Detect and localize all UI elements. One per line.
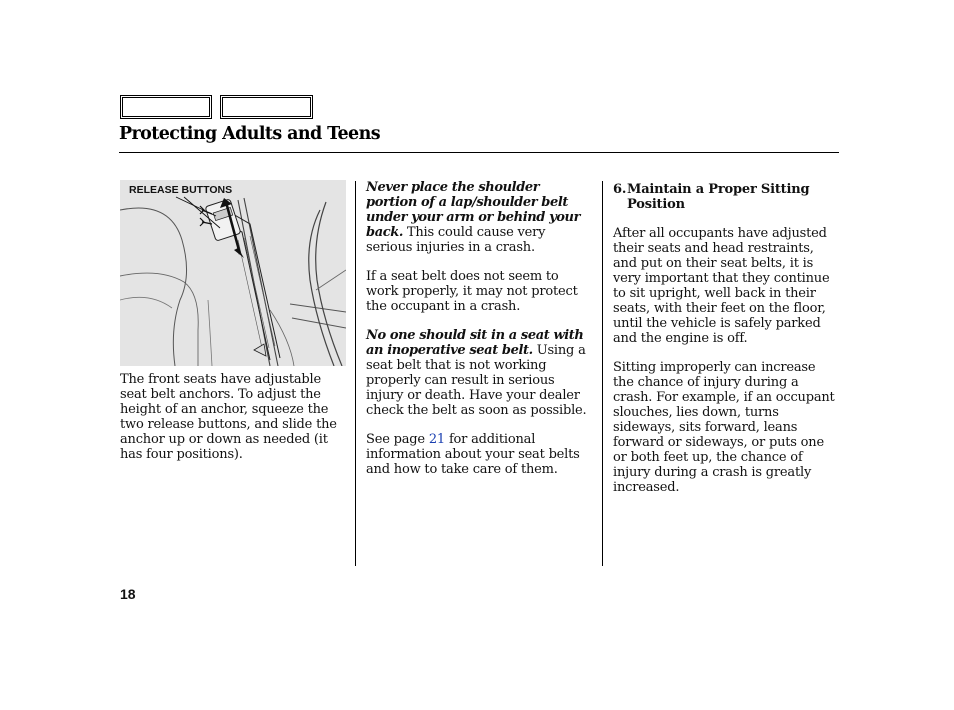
warning-emphasis: No one should sit in a seat with an inoperative seat belt. [366,328,584,358]
seat-belt-anchor-illustration [120,180,346,366]
column-divider [355,181,356,566]
anchor-adjustment-paragraph: The front seats have adjustable seat belt anchors. To adjust the height of an anchor, squeeze the two release buttons, and slide the anchor up or down as needed (it has four positions). [120,372,337,462]
figure-label: RELEASE BUTTONS [129,184,233,196]
warning-text: Using a seat belt that is not working properly can result in serious injury or death. Have your dealer check the belt as soon as possible. [366,343,587,418]
see-page-paragraph: See page 21 for additional information about your seat belts and how to take care of them. [366,432,580,477]
column-1 [120,372,346,476]
seat-belt-anchor-drawing [120,180,346,366]
page-title: Protecting Adults and Teens [119,124,380,144]
column-2 [366,180,594,491]
title-divider [119,152,839,153]
warning-emphasis: Never place the shoulder portion of a lap/shoulder belt under your arm or behind your back. [366,180,581,240]
nav-tab-button[interactable] [220,95,313,119]
belt-malfunction-paragraph: If a seat belt does not seem to work properly, it may not protect the occupant in a crash. [366,269,578,314]
page-number: 18 [120,586,136,602]
column-3 [613,182,839,509]
section-heading: 6.Maintain a Proper Sitting Position [613,182,810,212]
inoperative-belt-warning [366,328,594,418]
sitting-position-paragraph: After all occupants have adjusted their seats and head restraints, and put on their seat belts, it is very important that they continue to sit upright, well back in their seats, with their feet on the floor, until the vehicle is safely parked and the engine is off. [613,226,830,346]
column-divider [602,181,603,566]
sitting-improperly-paragraph: Sitting improperly can increase the chance of injury during a crash. For example, if an occupant slouches, lies down, turns sideways, sits forward, leans forward or sideways, or puts one or both feet up, the chance of injury during a crash is greatly increased. [613,360,835,495]
nav-tab-button[interactable] [120,95,212,119]
shoulder-belt-warning [366,180,594,255]
warning-text: This could cause very serious injuries in a crash. [366,225,546,255]
page-reference-link[interactable]: 21 [428,432,446,447]
